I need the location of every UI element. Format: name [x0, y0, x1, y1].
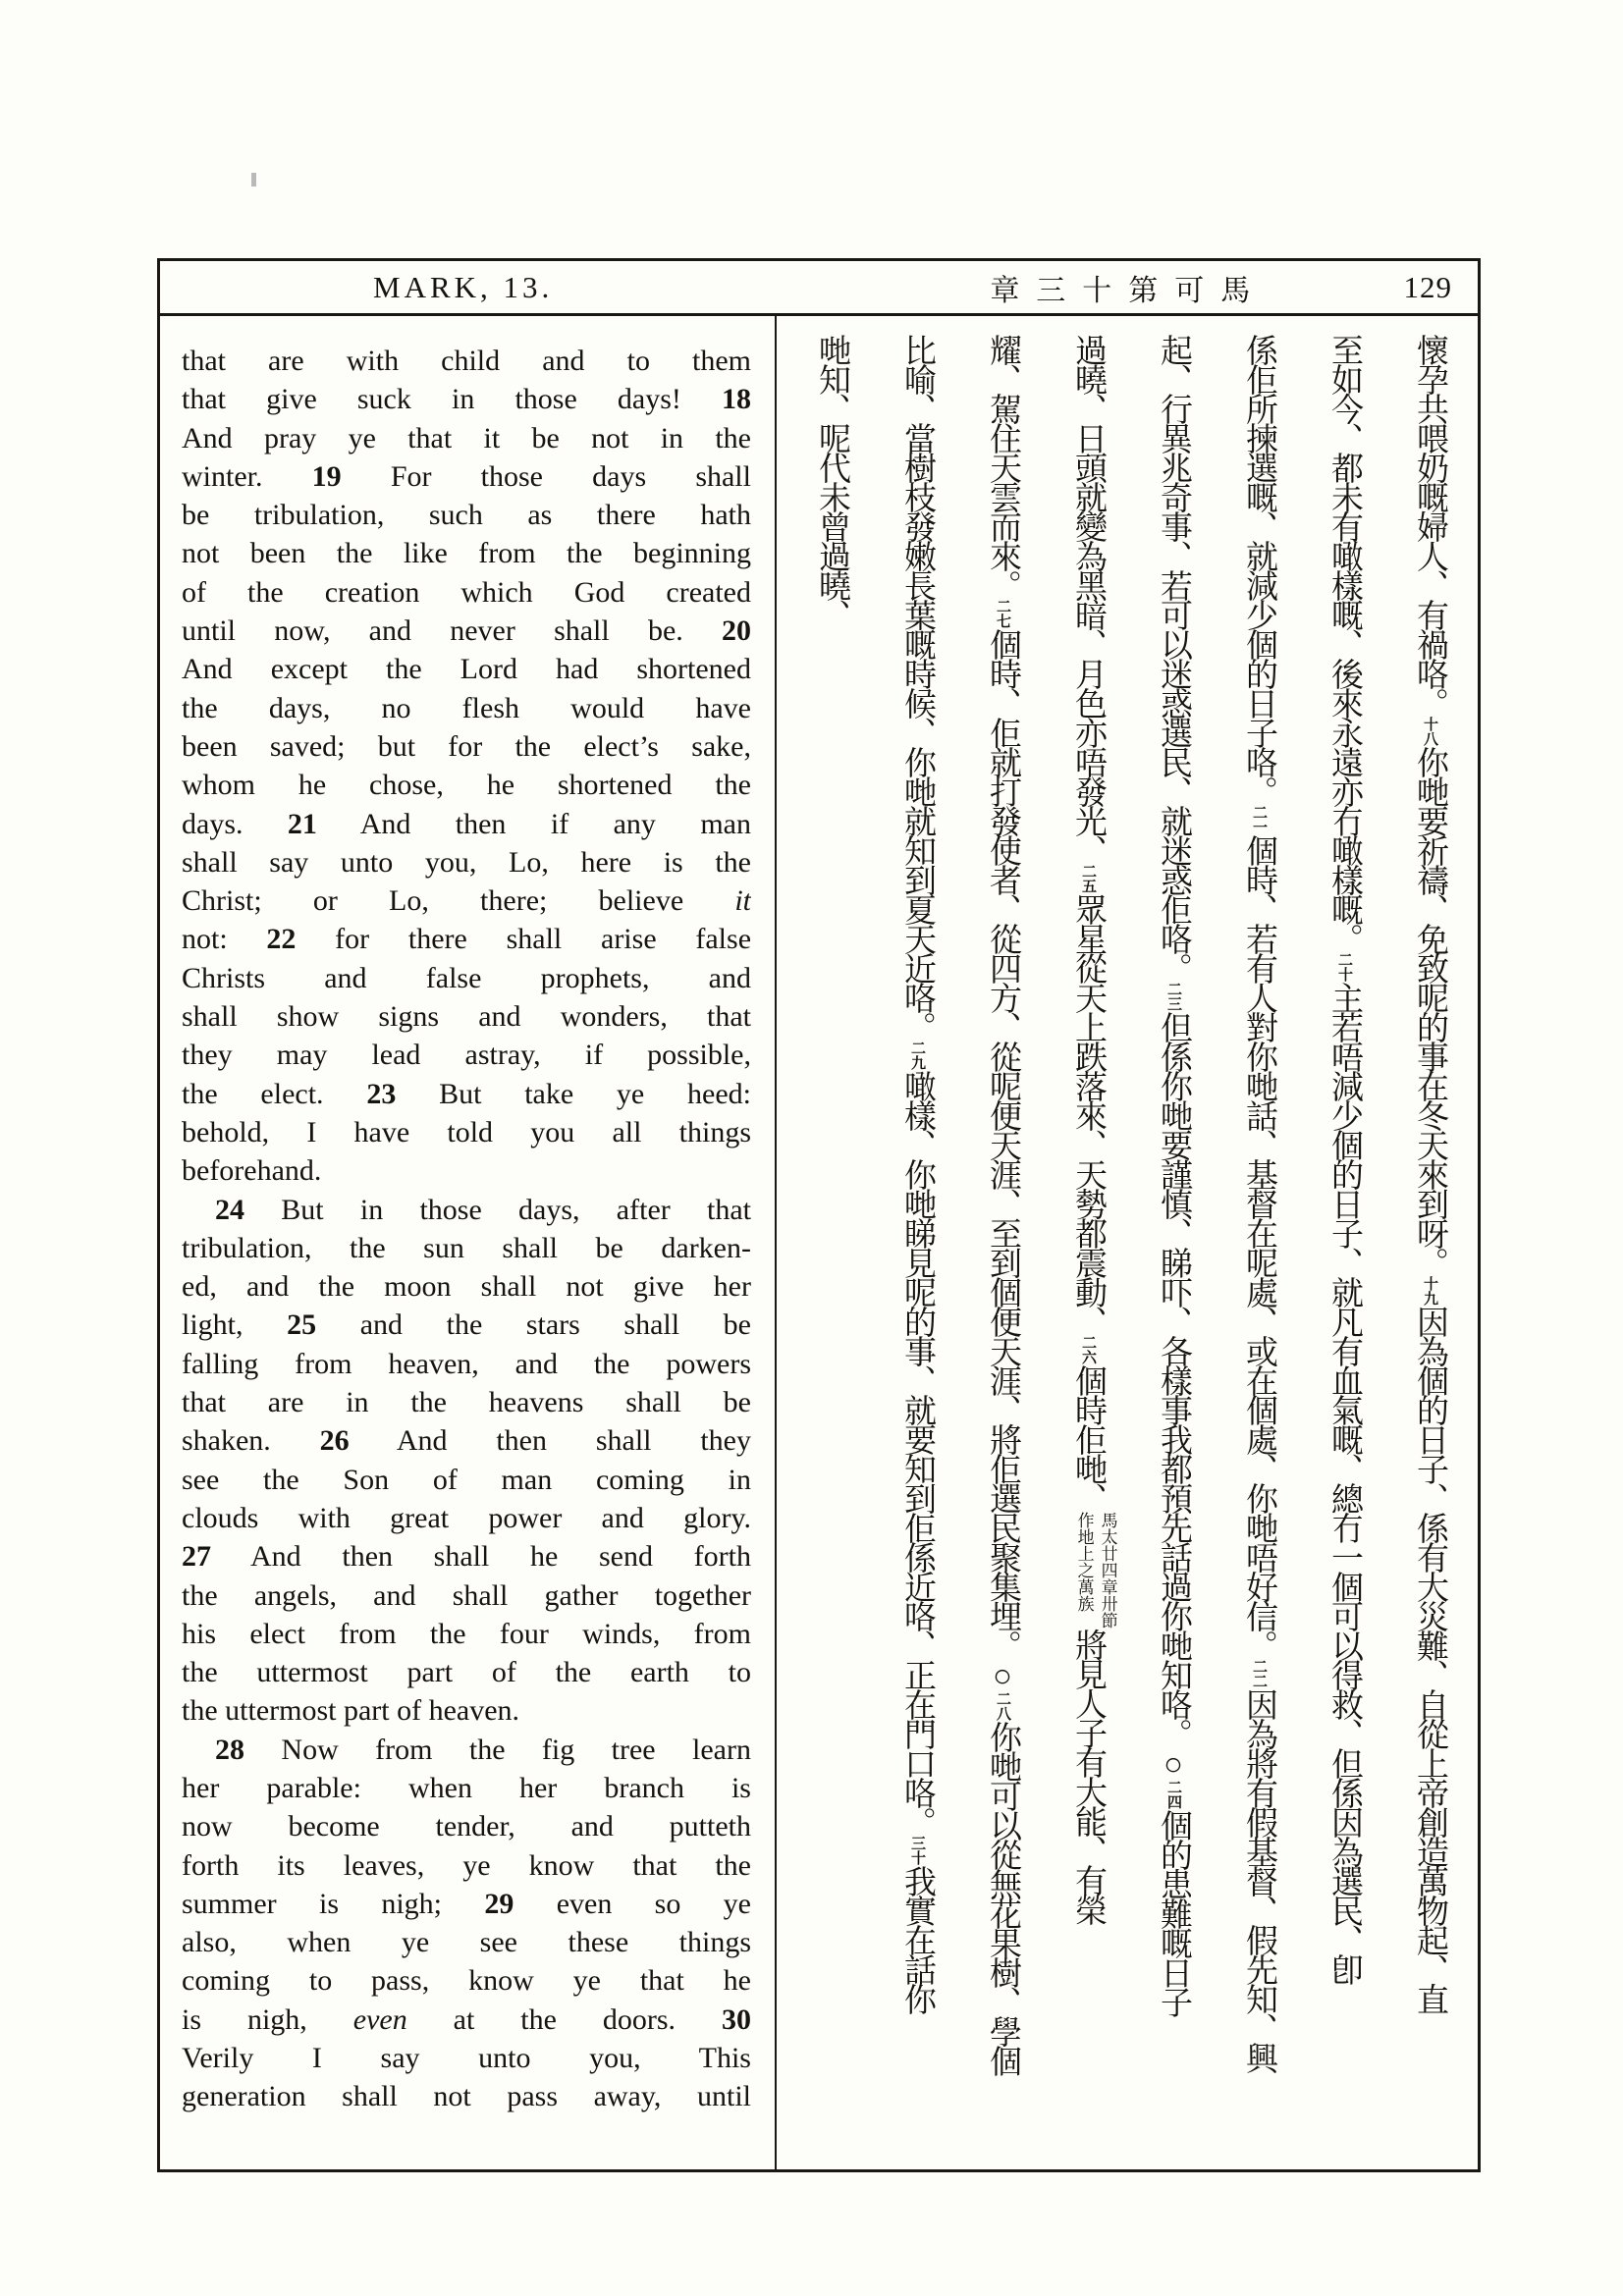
verse-number: 28 [215, 1733, 244, 1766]
chinese-column [1301, 334, 1386, 2160]
text-segment: clouds with great power and glory. [182, 1501, 751, 1534]
english-line [182, 1151, 751, 1190]
chinese-text-run: 噉樣、你哋睇見呢的事、就要知到佢係近咯、正在門口咯。 [899, 1070, 935, 1836]
chinese-text-run: 比喻、當樹枝發嫩長葉嘅時候、你哋就知到夏天近咯。 [899, 334, 935, 1041]
verse-number: 30 [722, 2002, 751, 2036]
english-line [182, 1769, 751, 1807]
text-segment: be tribulation, such as there hath [182, 499, 751, 532]
english-line [182, 959, 751, 997]
verse-number: 20 [722, 614, 751, 648]
text-segment: the elect. [182, 1077, 367, 1110]
chinese-text-run: 懷孕共喂奶嘅婦人、有禍咯。 [1412, 334, 1447, 717]
chinese-text-run: 個時、若有人對你哋話、基督在呢處、或在個處、你哋唔好信。 [1241, 834, 1276, 1659]
verse-marker-small: 二二 [1251, 1659, 1267, 1688]
verse-marker-small: 二七 [995, 599, 1010, 628]
english-line [182, 573, 751, 612]
english-line [182, 2001, 751, 2039]
chinese-text-run: 個時佢哋、 [1070, 1364, 1106, 1512]
text-segment: Christs and false prophets, and [182, 961, 751, 994]
text-segment: and the stars shall be [316, 1308, 751, 1342]
english-line [182, 1306, 751, 1344]
chinese-text-run: 你哋可以從無花果樹、學個 [985, 1721, 1020, 2074]
scan-artifact-speck [251, 173, 256, 187]
english-line [182, 1885, 751, 1923]
text-segment: that are in the heavens shall be [182, 1386, 751, 1419]
text-segment: And then if any man [316, 807, 751, 840]
chinese-text-run: 個的患難嘅日子 [1156, 1809, 1191, 2015]
text-segment: ed, and the moon shall not give her [182, 1270, 751, 1304]
chinese-text-run: 起、行異兆奇事、若可以迷惑選民、就迷惑佢咯。 [1156, 334, 1191, 982]
interlinear-note-line: 馬太廿四章卅節 [1098, 1512, 1117, 1629]
text-segment: But in those days, after that [244, 1193, 751, 1226]
english-line [182, 1615, 751, 1653]
english-line [182, 419, 751, 457]
chinese-text-run: 因為將有假基督、假先知、興 [1241, 1688, 1276, 2071]
english-line [182, 997, 751, 1036]
text-segment: winter. [182, 459, 312, 493]
english-line [182, 1731, 751, 1769]
english-line [182, 843, 751, 881]
text-segment: But take ye heed: [396, 1077, 751, 1110]
english-line [182, 1576, 751, 1615]
english-line [182, 1383, 751, 1421]
verse-marker-small: 二三 [1165, 982, 1181, 1011]
chinese-column [1216, 334, 1301, 2160]
english-line [182, 1461, 751, 1499]
text-segment: see the Son of man coming in [182, 1463, 751, 1496]
english-line [182, 727, 751, 766]
text-segment: of the creation which God created [182, 575, 751, 609]
text-segment: the days, no flesh would have [182, 691, 751, 724]
verse-marker-small: 二十 [1336, 952, 1352, 982]
chinese-column [1130, 334, 1216, 2160]
page-content [160, 316, 1478, 2169]
text-segment: even so ye [514, 1887, 751, 1920]
english-line [182, 805, 751, 843]
text-segment: Verily I say unto you, This [182, 2042, 751, 2075]
english-line [182, 650, 751, 688]
english-line [182, 1961, 751, 2000]
verse-number: 18 [722, 383, 751, 416]
english-line [182, 920, 751, 958]
english-line [182, 1267, 751, 1306]
text-segment: Christ; or Lo, there; believe [182, 884, 735, 918]
italic-word: it [734, 884, 751, 918]
verse-number: 25 [287, 1308, 317, 1342]
text-segment: for there shall arise false [296, 923, 751, 956]
text-segment: coming to pass, know ye that he [182, 1964, 751, 1998]
chinese-text-run: 係佢所揀選嘅、就減少個的日子咯。 [1241, 334, 1276, 805]
chinese-text-run: 至如今、都未有噉樣嘅、後來永遠亦冇噉樣嘅。 [1326, 334, 1362, 952]
english-line [182, 1421, 751, 1460]
english-line [182, 1499, 751, 1537]
text-segment: whom he chose, he shortened the [182, 769, 751, 802]
english-line [182, 766, 751, 804]
text-segment: summer is nigh; [182, 1887, 485, 1920]
text-segment: And pray ye that it be not in the [182, 421, 751, 454]
italic-word: even [352, 2002, 407, 2036]
english-line [182, 881, 751, 920]
interlinear-note-line: 作地上之萬族 [1074, 1512, 1094, 1612]
page-number: 129 [1403, 269, 1452, 304]
chinese-text-run: 哋知、呢代未曾過曉、 [814, 334, 849, 628]
text-segment: light, [182, 1308, 288, 1342]
chinese-column [1045, 334, 1130, 2160]
chinese-text-column [777, 316, 1478, 2169]
text-segment: not been the like from the beginning [182, 537, 751, 570]
english-line [182, 1846, 751, 1885]
text-segment: shall show signs and wonders, that [182, 1000, 751, 1034]
verse-number: 19 [311, 459, 342, 493]
english-line [182, 1653, 751, 1691]
verse-marker-small: 十九 [1422, 1276, 1437, 1306]
english-line [182, 689, 751, 727]
text-segment: Now from the fig tree learn [244, 1733, 751, 1766]
chinese-text-run: 主若唔減少個的日子、就凡有血氣嘅、總冇一個可以得救、但係因為選民、卽 [1326, 982, 1362, 1983]
verse-number: 22 [266, 923, 297, 956]
text-segment: not: [182, 923, 267, 956]
verse-marker-small: 十八 [1422, 717, 1437, 746]
text-segment: shaken. [182, 1424, 320, 1458]
chinese-text-run: 你哋要祈禱、免致呢的事在冬天來到呀。 [1412, 746, 1447, 1276]
text-segment: And then shall he send forth [211, 1540, 751, 1574]
text-segment: also, when ye see these things [182, 1926, 751, 1959]
text-segment: tribulation, the sun shall be darken- [182, 1231, 751, 1264]
text-segment: the angels, and shall gather together [182, 1578, 751, 1612]
english-line [182, 1075, 751, 1113]
text-segment: For those days shall [341, 459, 751, 493]
chinese-column [874, 334, 959, 2160]
english-line [182, 1036, 751, 1074]
english-line [182, 1807, 751, 1845]
text-segment: that are with child and to them [182, 345, 751, 377]
chinese-text-run: 因為個的日子、係有大災難、自從上帝創造萬物起、直 [1412, 1306, 1447, 2012]
header-title-chinese: 章三十第可馬 [990, 274, 1268, 307]
verse-marker-small: 二六 [1080, 1335, 1096, 1364]
text-segment: her parable: when her branch is [182, 1771, 751, 1804]
text-segment: falling from heaven, and the powers [182, 1347, 751, 1380]
english-line [182, 2039, 751, 2077]
english-line [182, 1537, 751, 1575]
header-right-area [766, 266, 1478, 309]
text-segment: been saved; but for the elect’s sake, [182, 729, 751, 763]
chinese-text-run: 將見人子有大能、有榮 [1070, 1629, 1106, 1923]
english-line [182, 380, 751, 418]
english-line [182, 342, 751, 380]
chinese-text-run: 個時、佢就打發使者、從四方、從呢便天涯、至到個便天涯、將佢選民聚集埋。○ [985, 628, 1020, 1691]
text-segment: beforehand. [182, 1154, 322, 1188]
text-segment: they may lead astray, if possible, [182, 1039, 751, 1072]
text-segment: until now, and never shall be. [182, 614, 722, 648]
chinese-text-run: 過曉、日頭就變為黑暗、月色亦唔發光、 [1070, 334, 1106, 864]
text-segment: behold, I have told you all things [182, 1115, 751, 1148]
verse-marker-small: 二一 [1251, 805, 1267, 834]
english-line [182, 1345, 751, 1383]
header-title-english: MARK, 13. [373, 269, 554, 304]
chinese-column [788, 334, 874, 2160]
chinese-text-run: 眾星從天上跌落來、天勢都震動、 [1070, 893, 1106, 1335]
verse-marker-small: 二九 [909, 1041, 925, 1070]
english-line [182, 1691, 751, 1730]
interlinear-note [1072, 1512, 1119, 1629]
chinese-text-run: 我實在話你 [899, 1865, 935, 2012]
english-line [182, 534, 751, 572]
english-line [182, 457, 751, 496]
verse-number: 23 [366, 1077, 397, 1110]
text-segment: the uttermost part of the earth to [182, 1656, 751, 1689]
page-header [160, 261, 1478, 316]
text-segment: generation shall not pass away, until [182, 2080, 751, 2113]
verse-marker-small: 二五 [1080, 864, 1096, 893]
text-segment: is nigh, [182, 2002, 353, 2036]
english-line [182, 496, 751, 534]
english-line [182, 1229, 751, 1267]
verse-number: 24 [215, 1193, 244, 1226]
english-line [182, 1923, 751, 1961]
chinese-column [1386, 334, 1472, 2160]
text-segment: at the doors. [406, 2002, 722, 2036]
english-text-column [160, 316, 777, 2169]
text-segment: the uttermost part of heaven. [182, 1694, 520, 1728]
text-segment: that give suck in those days! [182, 383, 722, 416]
verse-number: 29 [484, 1887, 514, 1920]
english-line [182, 1191, 751, 1229]
text-segment: And except the Lord had shortened [182, 653, 751, 686]
text-segment: shall say unto you, Lo, here is the [182, 845, 751, 879]
english-line [182, 612, 751, 650]
page-border-box [157, 258, 1481, 2172]
verse-number: 21 [287, 807, 317, 840]
text-segment: forth its leaves, ye know that the [182, 1848, 751, 1882]
chinese-column [959, 334, 1045, 2160]
english-line [182, 2077, 751, 2115]
verse-marker-small: 二四 [1165, 1780, 1181, 1809]
verse-marker-small: 二八 [995, 1691, 1010, 1721]
text-segment: now become tender, and putteth [182, 1810, 751, 1843]
english-line [182, 1113, 751, 1151]
verse-number: 26 [319, 1424, 350, 1458]
text-segment: days. [182, 807, 288, 840]
text-segment: And then shall they [349, 1424, 751, 1458]
chinese-text-run: 耀、駕住天雲而來。 [985, 334, 1020, 599]
verse-number: 27 [182, 1540, 211, 1574]
verse-marker-small: 三十 [909, 1836, 925, 1865]
text-segment: his elect from the four winds, from [182, 1617, 751, 1650]
chinese-text-run: 但係你哋要謹慎、睇吓、各樣事我都預先話過你哋知咯。○ [1156, 1011, 1191, 1780]
